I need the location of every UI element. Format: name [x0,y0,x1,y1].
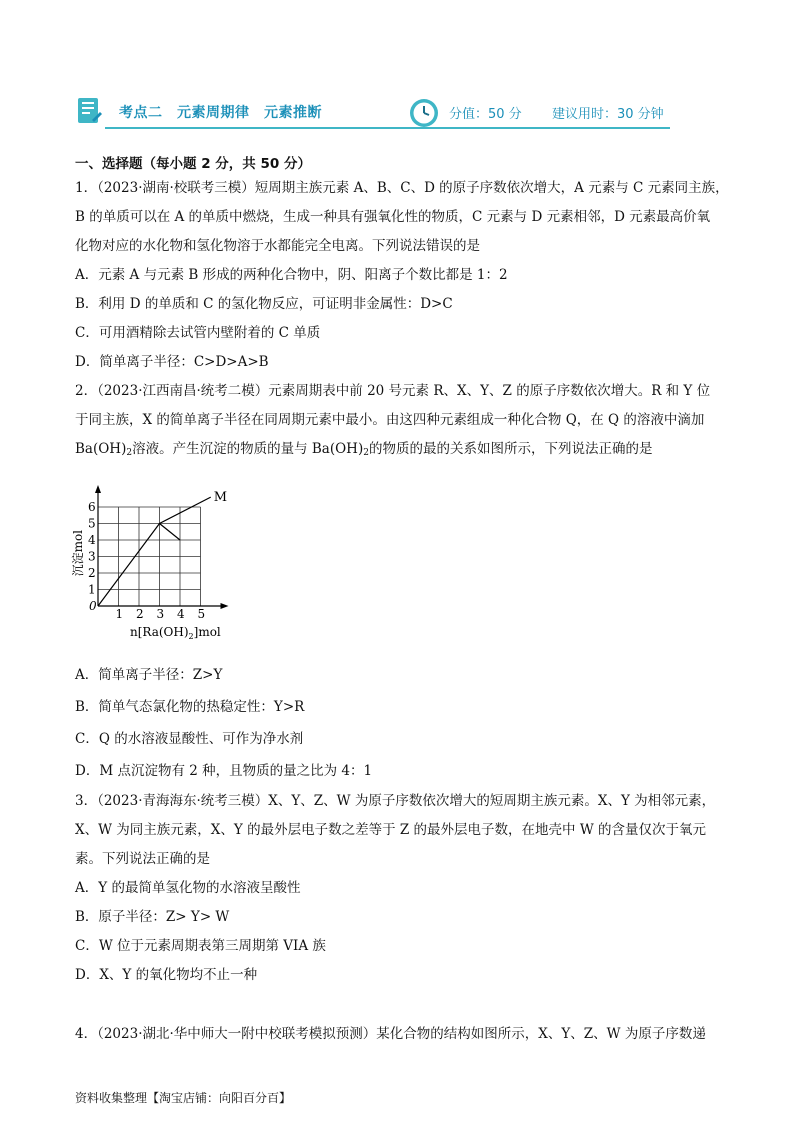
q2-option-d: D．M 点沉淀物有 2 种，且物质的量之比为 4：1 [75,763,373,779]
q2-stem-line: 2．（2023·江西南昌·统考二模）元素周期表中前 20 号元素 R、X、Y、Z 的原子序数依次增大。R 和 Y 位 [75,383,711,399]
x-axis-arrow [221,603,229,609]
q3-stem-line: X、W 为同主族元素，X、Y 的最外层电子数之差等于 Z 的最外层电子数，在地壳中 W 的含量仅次于氧元 [75,822,707,838]
y-tick-label: 6 [88,500,96,514]
point-label-m: M [213,490,228,506]
q3-stem-line: 素。下列说法正确的是 [75,851,210,867]
q2-option-a: A．简单离子半径：Z>Y [75,667,223,683]
q1-option-a: A．元素 A 与元素 B 形成的两种化合物中，阴、阳离子个数比都是 1：2 [75,267,508,283]
footer-note: 资料收集整理【淘宝店铺：向阳百分百】 [75,1091,292,1105]
y-axis-label: 沉淀mol [71,529,85,577]
q2-option-c: C．Q 的水溶液显酸性、可作为净水剂 [75,731,304,747]
y-tick-label: 3 [88,549,96,564]
x-axis-label-sub: 2 [188,632,194,640]
q1-option-c: C．可用酒精除去试管内壁附着的 C 单质 [75,325,321,341]
y-tick-label: 2 [88,566,96,580]
x-axis-label-main: n[Ra(OH) [130,625,189,639]
precipitate-chart [70,480,270,640]
y-tick-label: 5 [88,516,96,531]
q3-option-c: C．W 位于元素周期表第三周期第 VIA 族 [75,938,326,954]
chart-tick-labels [88,500,205,621]
x-axis-label-unit: ]mol [193,625,221,639]
q3-option-d: D．X、Y 的氧化物均不止一种 [75,967,258,983]
y-axis-arrow [95,485,101,493]
header-divider [105,127,670,129]
x-tick-label: 4 [177,607,185,621]
q1-stem-line: B 的单质可以在 A 的单质中燃烧，生成一种具有强氧化性的物质，C 元素与 D 元素相邻，D 元素最高价氧 [75,209,711,225]
x-axis-label [130,625,221,640]
q1-stem-line: 1．（2023·湖南·校联考三模）短周期主族元素 A、B、C、D 的原子序数依次增大，A 元素与 C 元素同主族， [75,180,729,196]
suggested-time: 建议用时：30 分钟 [552,107,664,122]
q4-stem-line: 4．（2023·湖北·华中师大一附中校联考模拟预测）某化合物的结构如图所示，X、Y、Z、W 为原子序数递 [75,1026,706,1042]
q3-stem-line: 3．（2023·青海海东·统考三模）X、Y、Z、W 为原子序数依次增大的短周期主族元素。X、Y 为相邻元素， [75,793,716,809]
topic-title: 考点二 元素周期律 元素推断 [119,105,322,121]
y-tick-label: 4 [88,533,96,547]
chart-axes [95,485,229,609]
series-line [160,524,181,541]
y-tick-label: 1 [88,582,96,597]
x-tick-label: 0 [89,599,97,613]
q2-subscript: 2 [363,448,369,458]
topic-header [75,96,670,130]
chart-grid [98,507,201,606]
section-title: 一、选择题（每小题 2 分，共 50 分） [75,156,311,172]
q3-option-b: B．原子半径：Z> Y> W [75,909,230,925]
score-value: 分值：50 分 [449,107,522,122]
q3-option-a: A．Y 的最简单氢化物的水溶液呈酸性 [75,880,301,896]
q2-stem-line: 于同主族，X 的简单离子半径在同周期元素中最小。由这四种元素组成一种化合物 Q，在 Q 的溶液中滴加 [75,412,705,428]
q2-formula: Ba(OH) [75,441,127,457]
q1-stem-line: 化物对应的水化物和氢化物溶于水都能完全电离。下列说法错误的是 [75,238,480,254]
notebook-icon [75,96,103,126]
q2-stem-text: 溶液。产生沉淀的物质的量与 Ba(OH) [132,441,364,457]
q1-option-d: D．简单离子半径：C>D>A>B [75,354,269,370]
q2-stem-line [75,439,652,463]
x-tick-label: 1 [115,607,124,621]
clock-icon [408,97,440,129]
q2-option-b: B．简单气态氯化物的热稳定性：Y>R [75,699,305,715]
q2-stem-text: 的物质的最的关系如图所示，下列说法正确的是 [368,441,653,457]
q2-subscript: 2 [126,448,133,458]
q1-option-b: B．利用 D 的单质和 C 的氢化物反应，可证明非金属性：D>C [75,296,453,312]
x-tick-label: 2 [136,607,144,621]
x-tick-label: 5 [197,607,206,621]
x-tick-label: 3 [156,607,165,621]
